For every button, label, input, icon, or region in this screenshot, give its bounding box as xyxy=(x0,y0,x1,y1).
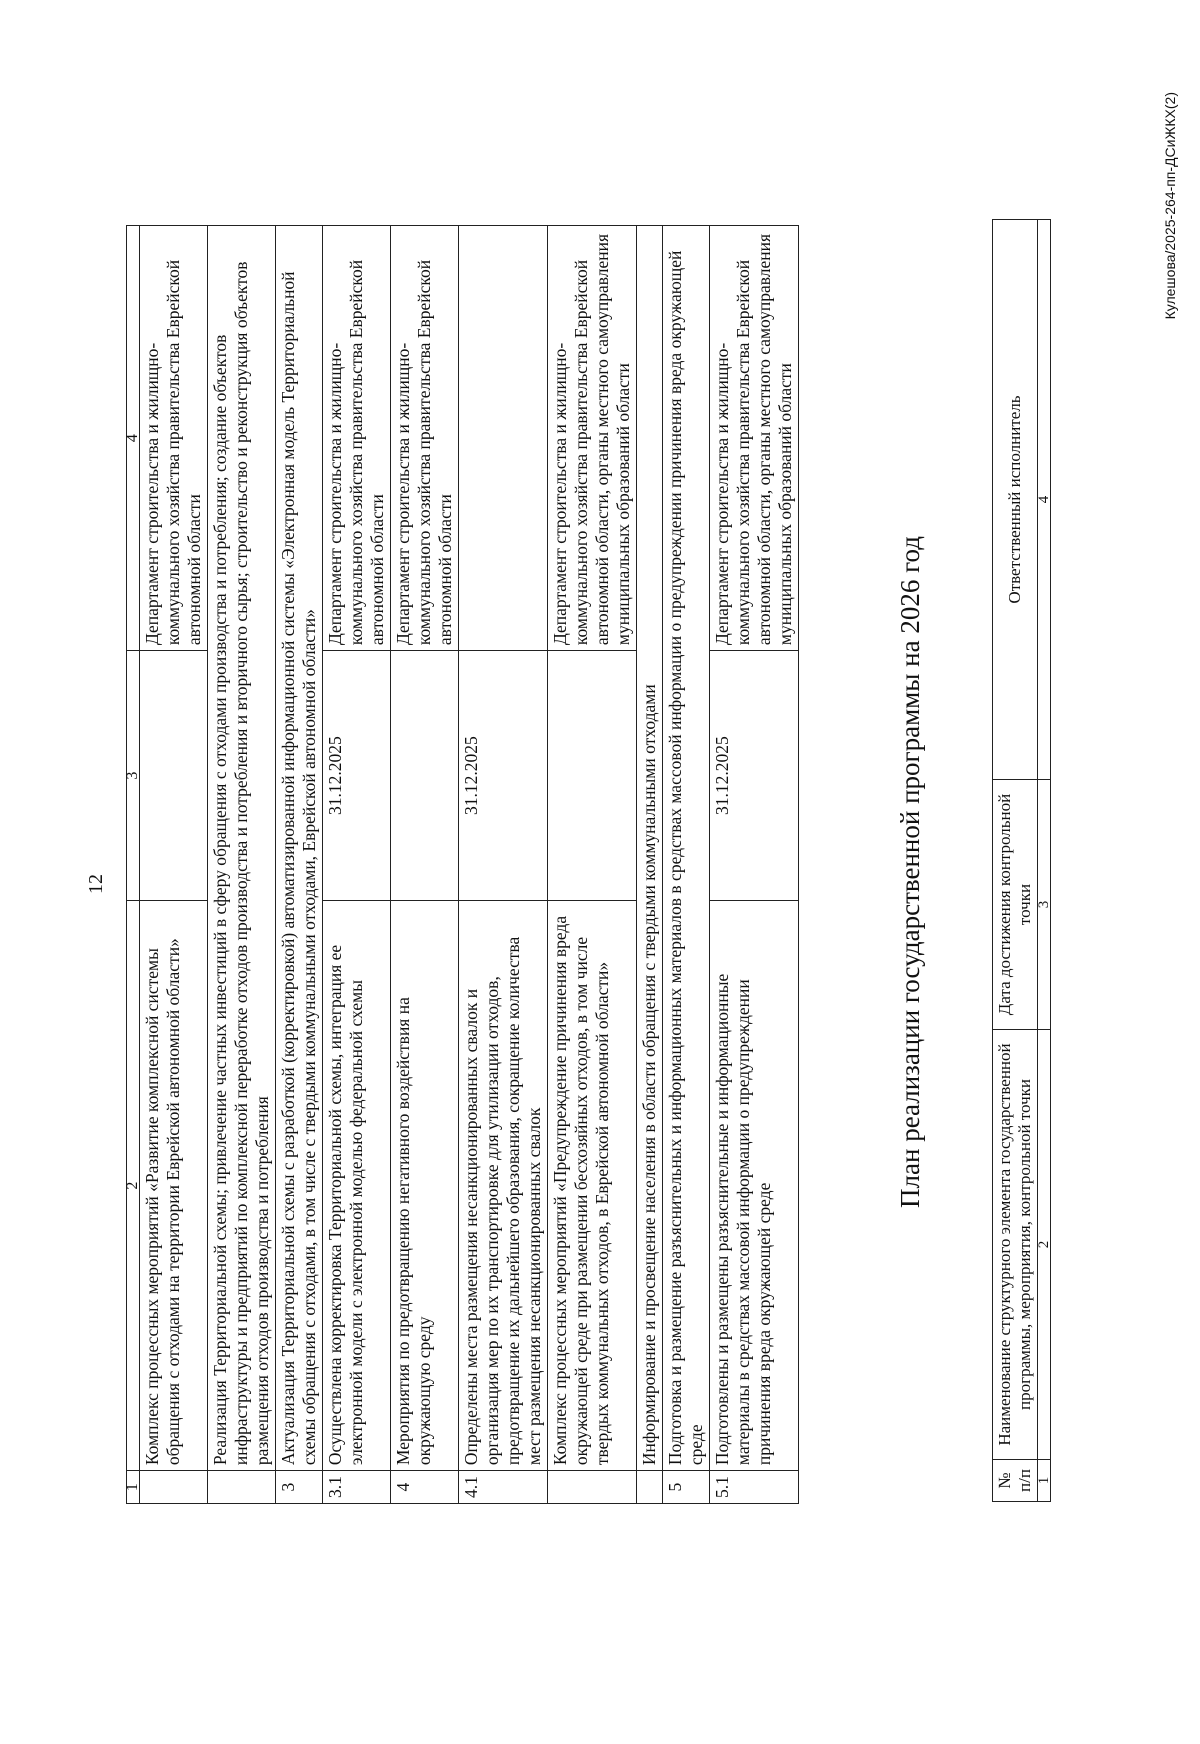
row-number: 4 xyxy=(391,1471,459,1504)
table-row xyxy=(323,226,391,1504)
plan-table xyxy=(992,219,1051,1502)
measures-table xyxy=(126,225,799,1504)
col-header-1: 1 xyxy=(127,1471,140,1504)
row-description: Информирование и просвещение населения в области обращения с твердыми коммунальными отходами xyxy=(637,226,663,1471)
row-responsible: Департамент строительства и жилищно-коммунального хозяйства правительства Еврейской автономной области xyxy=(323,226,391,651)
plan-number-row xyxy=(1038,220,1051,1502)
row-number: 5.1 xyxy=(710,1471,799,1504)
plan-header-responsible: Ответственный исполнитель xyxy=(993,220,1038,780)
row-number xyxy=(637,1471,663,1504)
row-description: Комплекс процессных мероприятий «Предупреждение причинения вреда окружающей среде при размещении бесхозяйных отходов, в том числе твердых коммунальных отходов, в Еврейской автономной области» xyxy=(548,901,637,1471)
row-description: Комплекс процессных мероприятий «Развитие комплексной системы обращения с отходами на территории Еврейской автономной области» xyxy=(140,901,208,1471)
plan-header-date: Дата достижения контрольной точки xyxy=(993,780,1038,1030)
table-row xyxy=(710,226,799,1504)
row-responsible: Департамент строительства и жилищно-коммунального хозяйства правительства Еврейской автономной области, органы местного самоуправления муниципальных образований области xyxy=(710,226,799,651)
row-responsible xyxy=(459,226,548,651)
row-number xyxy=(548,1471,637,1504)
header-row xyxy=(127,226,140,1504)
row-responsible: Департамент строительства и жилищно-коммунального хозяйства правительства Еврейской автономной области xyxy=(140,226,208,651)
row-description: Подготовка и размещение разъяснительных и информационных материалов в средствах массовой информации о предупреждении причинения вреда окружающей среде xyxy=(663,226,710,1471)
row-description: Реализация Территориальной схемы; привлечение частных инвестиций в сферу обращения с отходами производства и потребления; создание объектов инфраструктуры и предприятий по комплексной переработке отходов производства и потребления и вторичного сырья; строительство и реконструкция объектов размещения отходов производства и потребления xyxy=(208,226,276,1471)
row-date xyxy=(140,651,208,901)
plan-header-row xyxy=(993,220,1038,1502)
plan-header-num: № п/п xyxy=(993,1460,1038,1502)
table-row xyxy=(140,226,208,1504)
row-date xyxy=(391,651,459,901)
table-row xyxy=(637,226,663,1504)
row-description: Актуализация Территориальной схемы с разработкой (корректировкой) автоматизированной информационной системы «Электронная модель Территориальной схемы обращения с отходами, в том числе с твердыми коммунальными отходами, Еврейской автономной области» xyxy=(276,226,323,1471)
table-row xyxy=(391,226,459,1504)
row-date: 31.12.2025 xyxy=(323,651,391,901)
row-date: 31.12.2025 xyxy=(459,651,548,901)
table-row xyxy=(548,226,637,1504)
table-row xyxy=(459,226,548,1504)
page-number: 12 xyxy=(85,874,107,894)
row-number xyxy=(140,1471,208,1504)
row-responsible: Департамент строительства и жилищно-коммунального хозяйства правительства Еврейской автономной области xyxy=(391,226,459,651)
table-row xyxy=(208,226,276,1504)
plan-col-3: 3 xyxy=(1038,780,1051,1030)
footer-doc-code: Кулешова/2025-264-пп-ДСиЖКХ(2) xyxy=(1162,92,1178,320)
plan-col-2: 2 xyxy=(1038,1030,1051,1460)
plan-title: План реализации государственной программы на 2026 год xyxy=(895,536,925,1208)
row-number: 4.1 xyxy=(459,1471,548,1504)
col-header-3: 3 xyxy=(127,651,140,901)
row-responsible: Департамент строительства и жилищно-коммунального хозяйства правительства Еврейской автономной области, органы местного самоуправления муниципальных образований области xyxy=(548,226,637,651)
row-description: Осуществлена корректировка Территориальной схемы, интеграция ее электронной модели с электронной моделью федеральной схемы xyxy=(323,901,391,1471)
table-row xyxy=(663,226,710,1504)
row-number: 5 xyxy=(663,1471,710,1504)
row-description: Определены места размещения несанкционированных свалок и организация мер по их транспортировке для утилизации отходов, предотвращение их дальнейшего образования, сокращение количества мест размещения несанкционированных свалок xyxy=(459,901,548,1471)
col-header-2: 2 xyxy=(127,901,140,1471)
row-number: 3 xyxy=(276,1471,323,1504)
plan-header-name: Наименование структурного элемента государственной программы, мероприятия, контрольной точки xyxy=(993,1030,1038,1460)
row-number: 3.1 xyxy=(323,1471,391,1504)
row-number xyxy=(208,1471,276,1504)
row-description: Подготовлены и размещены разъяснительные и информационные материалы в средствах массовой информации о предупреждении причинения вреда окружающей среде xyxy=(710,901,799,1471)
row-date xyxy=(548,651,637,901)
col-header-4: 4 xyxy=(127,226,140,651)
table-row xyxy=(276,226,323,1504)
plan-col-1: 1 xyxy=(1038,1460,1051,1502)
row-date: 31.12.2025 xyxy=(710,651,799,901)
plan-col-4: 4 xyxy=(1038,220,1051,780)
row-description: Мероприятия по предотвращению негативного воздействия на окружающую среду xyxy=(391,901,459,1471)
